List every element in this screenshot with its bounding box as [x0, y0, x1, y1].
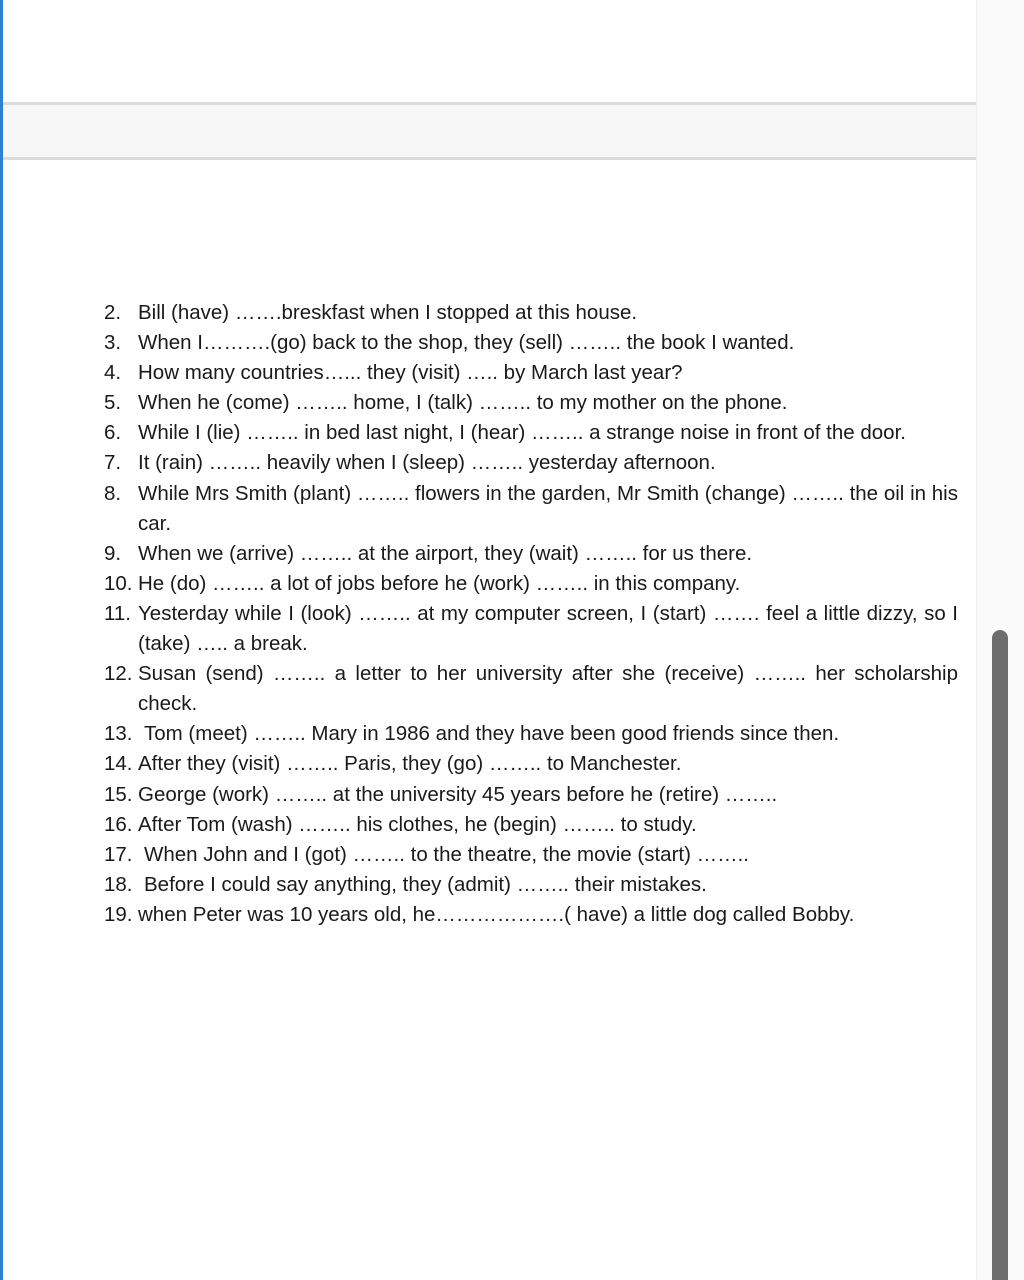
left-accent-edge: [0, 0, 3, 1280]
exercise-item: [104, 298, 958, 328]
exercise-text: Tom (meet) …….. Mary in 1986 and they have been good friends since then.: [144, 722, 840, 746]
exercise-number: 16.: [104, 812, 133, 836]
exercise-text: When we (arrive) …….. at the airport, they (wait) …….. for us there.: [138, 541, 753, 565]
exercise-text: when Peter was 10 years old, he……………….( have) a little dog called Bobby.: [138, 902, 855, 926]
exercise-text: How many countries…... they (visit) ….. by March last year?: [138, 361, 683, 385]
exercise-text: While I (lie) …….. in bed last night, I (hear) …….. a strange noise in front of the door.: [138, 421, 906, 445]
exercise-item: [104, 810, 958, 840]
exercise-item: [104, 418, 958, 448]
exercise-number: 2.: [104, 301, 122, 324]
exercise-number: 15.: [104, 782, 133, 806]
exercise-number: 8.: [104, 481, 122, 505]
exercise-text: It (rain) …….. heavily when I (sleep) …….. yesterday afternoon.: [138, 451, 716, 475]
exercise-item: [104, 749, 958, 779]
page-break-band: [3, 102, 976, 160]
exercise-number: 4.: [104, 361, 122, 385]
exercise-item: [104, 719, 958, 749]
exercise-text: After Tom (wash) …….. his clothes, he (begin) …….. to study.: [138, 812, 697, 836]
exercise-text: While Mrs Smith (plant) …….. flowers in the garden, Mr Smith (change) …….. the oil in his car.: [138, 481, 958, 535]
exercise-text: After they (visit) …….. Paris, they (go) …….. to Manchester.: [138, 752, 682, 776]
exercise-text: He (do) …….. a lot of jobs before he (work) …….. in this company.: [138, 571, 741, 595]
exercise-number: 19.: [104, 902, 133, 926]
exercise-number: 18.: [104, 872, 133, 896]
exercise-item: [104, 388, 958, 418]
exercise-text: Before I could say anything, they (admit) …….. their mistakes.: [144, 872, 707, 896]
exercise-item: [104, 479, 958, 539]
exercise-item: [104, 870, 958, 900]
exercise-text: George (work) …….. at the university 45 years before he (retire) ……..: [138, 782, 778, 806]
exercise-item: [104, 539, 958, 569]
exercise-text: Susan (send) …….. a letter to her university after she (receive) …….. her scholarship check.: [138, 662, 958, 716]
exercise-item: [104, 659, 958, 719]
exercise-item: [104, 780, 958, 810]
exercise-number: 12.: [104, 662, 133, 686]
exercise-number: 13.: [104, 722, 133, 746]
exercise-item: [104, 599, 958, 659]
scrollbar-thumb[interactable]: [992, 630, 1008, 1280]
exercise-number: 11.: [104, 601, 131, 625]
exercise-item: [104, 900, 958, 930]
exercise-item: [104, 840, 958, 870]
exercise-number: 14.: [104, 752, 133, 776]
exercise-text: When he (come) …….. home, I (talk) …….. to my mother on the phone.: [138, 391, 788, 415]
exercise-text: When I……….(go) back to the shop, they (sell) …….. the book I wanted.: [138, 331, 795, 355]
exercise-text: Bill (have) …….breskfast when I stopped at this house.: [138, 301, 638, 324]
exercise-text: When John and I (got) …….. to the theatre, the movie (start) ……..: [144, 842, 750, 866]
exercise-item: [104, 328, 958, 358]
exercise-number: 7.: [104, 451, 122, 475]
exercise-number: 17.: [104, 842, 133, 866]
exercise-number: 10.: [104, 571, 133, 595]
exercise-text: Yesterday while I (look) …….. at my computer screen, I (start) ……. feel a little dizzy, so I (take) ….. a break.: [138, 601, 958, 656]
exercise-number: 9.: [104, 541, 122, 565]
exercise-item: [104, 358, 958, 388]
exercise-number: 5.: [104, 391, 122, 415]
exercise-list: [104, 298, 958, 930]
exercise-number: 6.: [104, 421, 122, 445]
exercise-item: [104, 448, 958, 478]
exercise-item: [104, 569, 958, 599]
exercise-number: 3.: [104, 331, 122, 355]
